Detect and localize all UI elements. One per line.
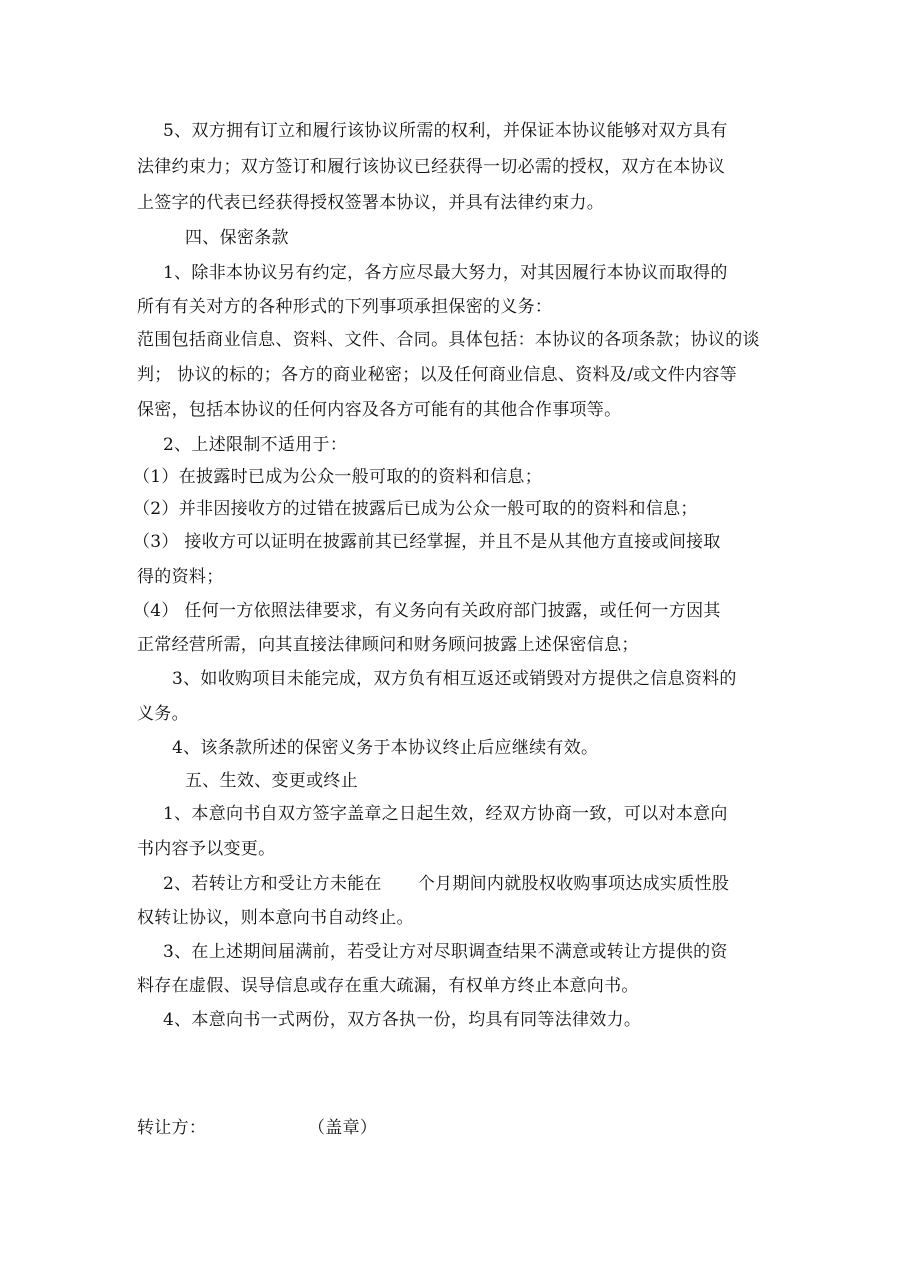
signature-seal-label: （盖章） bbox=[308, 1118, 378, 1138]
paragraph-line: 所有有关对方的各种形式的下列事项承担保密的义务： bbox=[137, 297, 553, 317]
paragraph-line: 4、本意向书一式两份，双方各执一份，均具有同等法律效力。 bbox=[163, 1010, 642, 1030]
paragraph-line: 保密，包括本协议的任何内容及各方可能有的其他合作事项等。 bbox=[137, 400, 622, 420]
paragraph-line: 义务。 bbox=[137, 704, 189, 724]
list-item-continuation: 正常经营所需，向其直接法律顾问和财务顾问披露上述保密信息； bbox=[137, 635, 639, 655]
paragraph-line: 判； 协议的标的；各方的商业秘密；以及任何商业信息、资料及/或文件内容等 bbox=[137, 365, 737, 385]
list-item: （3） 接收方可以证明在披露前其已经掌握，并且不是从其他方直接或间接取 bbox=[133, 532, 721, 552]
paragraph-line: 料存在虚假、误导信息或存在重大疏漏，有权单方终止本意向书。 bbox=[137, 976, 639, 996]
list-item: （4） 任何一方依照法律要求，有义务向有关政府部门披露，或任何一方因其 bbox=[133, 601, 721, 621]
paragraph-line: 1、除非本协议另有约定，各方应尽最大努力，对其因履行本协议而取得的 bbox=[163, 263, 728, 283]
paragraph-line: 上签字的代表已经获得授权签署本协议，并具有法律约束力。 bbox=[137, 193, 605, 213]
paragraph-line: 3、如收购项目未能完成，双方负有相互返还或销毁对方提供之信息资料的 bbox=[172, 669, 737, 689]
paragraph-line: 法律约束力；双方签订和履行该协议已经获得一切必需的授权，双方在本协议 bbox=[137, 157, 726, 177]
list-item: （2）并非因接收方的过错在披露后已成为公众一般可取的的资料和信息； bbox=[133, 499, 698, 519]
paragraph-line: 2、上述限制不适用于： bbox=[163, 435, 348, 455]
paragraph-line: 4、该条款所述的保密义务于本协议终止后应继续有效。 bbox=[172, 738, 599, 758]
paragraph-line: 书内容予以变更。 bbox=[137, 839, 276, 859]
paragraph-line: 5、双方拥有订立和履行该协议所需的权利，并保证本协议能够对双方具有 bbox=[163, 121, 728, 141]
paragraph-line bbox=[163, 873, 729, 895]
paragraph-line: 1、本意向书自双方签字盖章之日起生效，经双方协商一致，可以对本意向 bbox=[163, 804, 728, 824]
paragraph-line: 权转让协议，则本意向书自动终止。 bbox=[137, 908, 414, 928]
section-heading: 五、生效、变更或终止 bbox=[185, 771, 358, 791]
signature-party-label: 转让方： bbox=[137, 1118, 207, 1138]
list-item: （1）在披露时已成为公众一般可取的的资料和信息； bbox=[133, 467, 543, 487]
list-item-continuation: 得的资料； bbox=[137, 567, 224, 587]
clause-text-before-blank: 2、若转让方和受让方未能在 bbox=[163, 874, 382, 894]
paragraph-line: 3、在上述期间届满前，若受让方对尽职调查结果不满意或转让方提供的资 bbox=[163, 942, 728, 962]
clause-text-after-blank: 个月期间内就股权收购事项达成实质性股 bbox=[417, 874, 730, 894]
section-heading: 四、保密条款 bbox=[185, 228, 289, 248]
paragraph-line: 范围包括商业信息、资料、文件、合同。具体包括：本协议的各项条款；协议的谈 bbox=[137, 330, 760, 350]
